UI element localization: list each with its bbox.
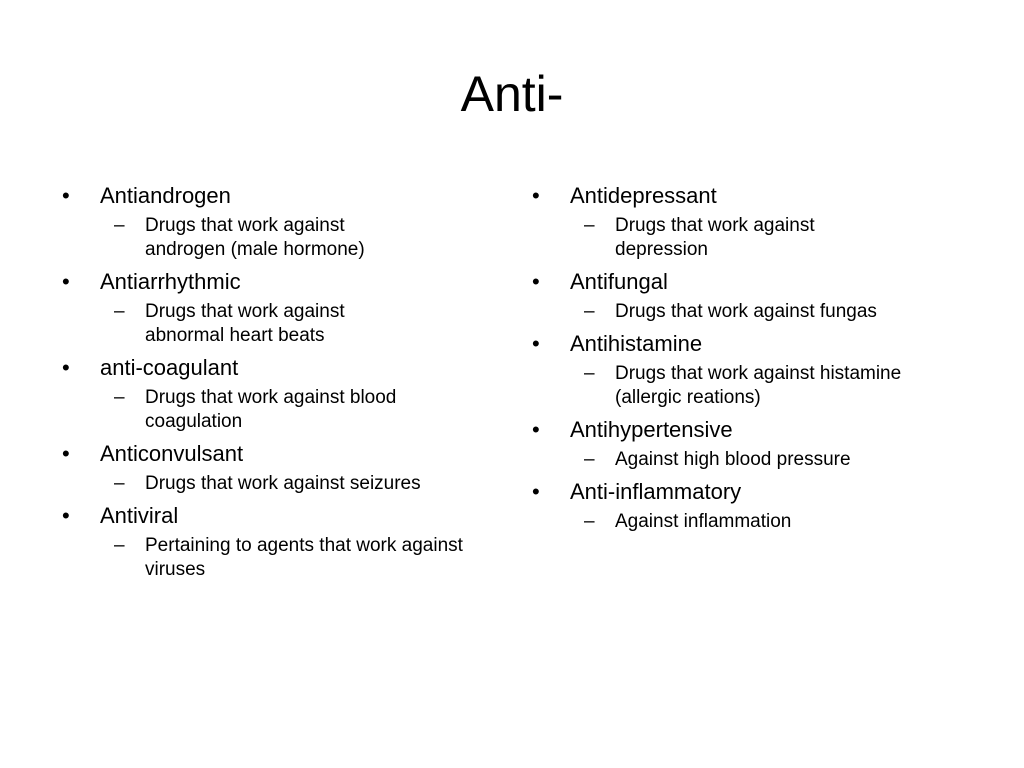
dash-icon: – — [584, 449, 595, 470]
list-item — [58, 354, 498, 434]
bullet-icon: • — [532, 417, 540, 442]
term — [58, 268, 498, 296]
description-text: Against inflammation — [615, 511, 792, 532]
bullet-icon: • — [62, 503, 70, 528]
description-text: Drugs that work against blood coagulation — [145, 387, 397, 432]
description-text: Drugs that work against seizures — [145, 473, 421, 494]
list-item — [528, 416, 968, 472]
term-label: Antiandrogen — [100, 183, 231, 208]
bullet-icon: • — [62, 355, 70, 380]
dash-icon: – — [114, 387, 125, 408]
left-column — [58, 182, 498, 588]
bullet-icon: • — [532, 331, 540, 356]
description-text: Pertaining to agents that work against viruses — [145, 535, 463, 580]
term — [58, 182, 498, 210]
term-label: Antidepressant — [570, 183, 717, 208]
dash-icon: – — [584, 511, 595, 532]
dash-icon: – — [114, 301, 125, 322]
description-text: Against high blood pressure — [615, 449, 851, 470]
term — [528, 478, 968, 506]
term — [528, 182, 968, 210]
term-label: Antifungal — [570, 269, 668, 294]
description-text: Drugs that work against fungas — [615, 301, 877, 322]
dash-icon: – — [584, 363, 595, 384]
description-text: Drugs that work against depression — [615, 215, 815, 260]
bullet-icon: • — [62, 269, 70, 294]
list-item — [58, 182, 498, 262]
slide-title: Anti- — [460, 66, 564, 122]
description — [528, 448, 975, 472]
bullet-icon: • — [532, 269, 540, 294]
term — [528, 268, 968, 296]
description-text: Drugs that work against abnormal heart beats — [145, 301, 345, 346]
description — [58, 534, 475, 582]
term — [528, 416, 968, 444]
term-label: Anti-inflammatory — [570, 479, 742, 504]
term — [58, 354, 498, 382]
term-label: Antihistamine — [570, 331, 703, 356]
term-label: anti-coagulant — [100, 355, 239, 380]
description-text: Drugs that work against histamine (allergic reations) — [615, 363, 902, 408]
dash-icon: – — [584, 301, 595, 322]
list-item — [58, 268, 498, 348]
list-item — [528, 182, 968, 262]
description — [58, 472, 505, 496]
description — [528, 214, 875, 262]
bullet-icon: • — [62, 441, 70, 466]
term-label: Antihypertensive — [570, 417, 733, 442]
bullet-icon: • — [532, 183, 540, 208]
bullet-icon: • — [532, 479, 540, 504]
description-text: Drugs that work against androgen (male hormone) — [145, 215, 365, 260]
term — [58, 440, 498, 468]
description — [58, 214, 405, 262]
term-label: Antiviral — [100, 503, 179, 528]
list-item — [528, 478, 968, 534]
dash-icon: – — [584, 215, 595, 236]
description — [528, 362, 915, 410]
dash-icon: – — [114, 535, 125, 556]
term-label: Antiarrhythmic — [100, 269, 241, 294]
description — [528, 300, 975, 324]
bullet-icon: • — [62, 183, 70, 208]
description — [528, 510, 975, 534]
right-column — [528, 182, 968, 540]
list-item — [58, 502, 498, 582]
description — [58, 386, 465, 434]
dash-icon: – — [114, 473, 125, 494]
list-item — [528, 268, 968, 324]
list-item — [58, 440, 498, 496]
term — [58, 502, 498, 530]
term — [528, 330, 968, 358]
description — [58, 300, 405, 348]
term-label: Anticonvulsant — [100, 441, 244, 466]
list-item — [528, 330, 968, 410]
dash-icon: – — [114, 215, 125, 236]
